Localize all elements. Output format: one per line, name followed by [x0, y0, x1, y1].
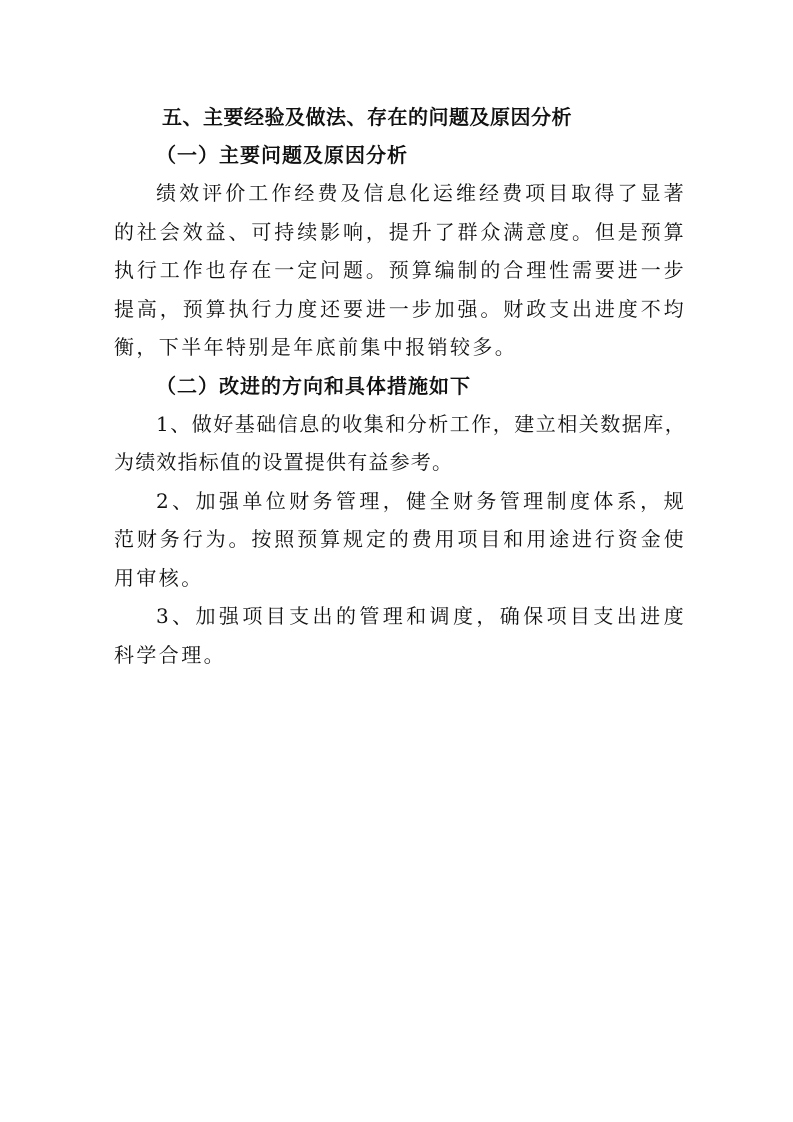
subsection-1-paragraph: 绩效评价工作经费及信息化运维经费项目取得了显著的社会效益、可持续影响，提升了群众满意度。但是预算执行工作也存在一定问题。预算编制的合理性需要进一步提高，预算执行力度还要进一步加强。财政支出进度不均衡，下半年特别是年底前集中报销较多。	[114, 181, 686, 359]
measure-item-1: 1、做好基础信息的收集和分析工作，建立相关数据库，为绩效指标值的设置提供有益参考。	[114, 411, 686, 474]
document-body	[114, 98, 686, 674]
subsection-2-title: （二）改进的方向和具体措施如下	[156, 373, 471, 398]
measure-item-2: 2、加强单位财务管理，健全财务管理制度体系，规范财务行为。按照预算规定的费用项目和用途进行资金使用审核。	[114, 488, 686, 590]
measure-item-3: 3、加强项目支出的管理和调度，确保项目支出进度科学合理。	[114, 604, 686, 667]
section-title: 五、主要经验及做法、存在的问题及原因分析	[162, 105, 572, 129]
subsection-1-title: （一）主要问题及原因分析	[156, 143, 408, 167]
